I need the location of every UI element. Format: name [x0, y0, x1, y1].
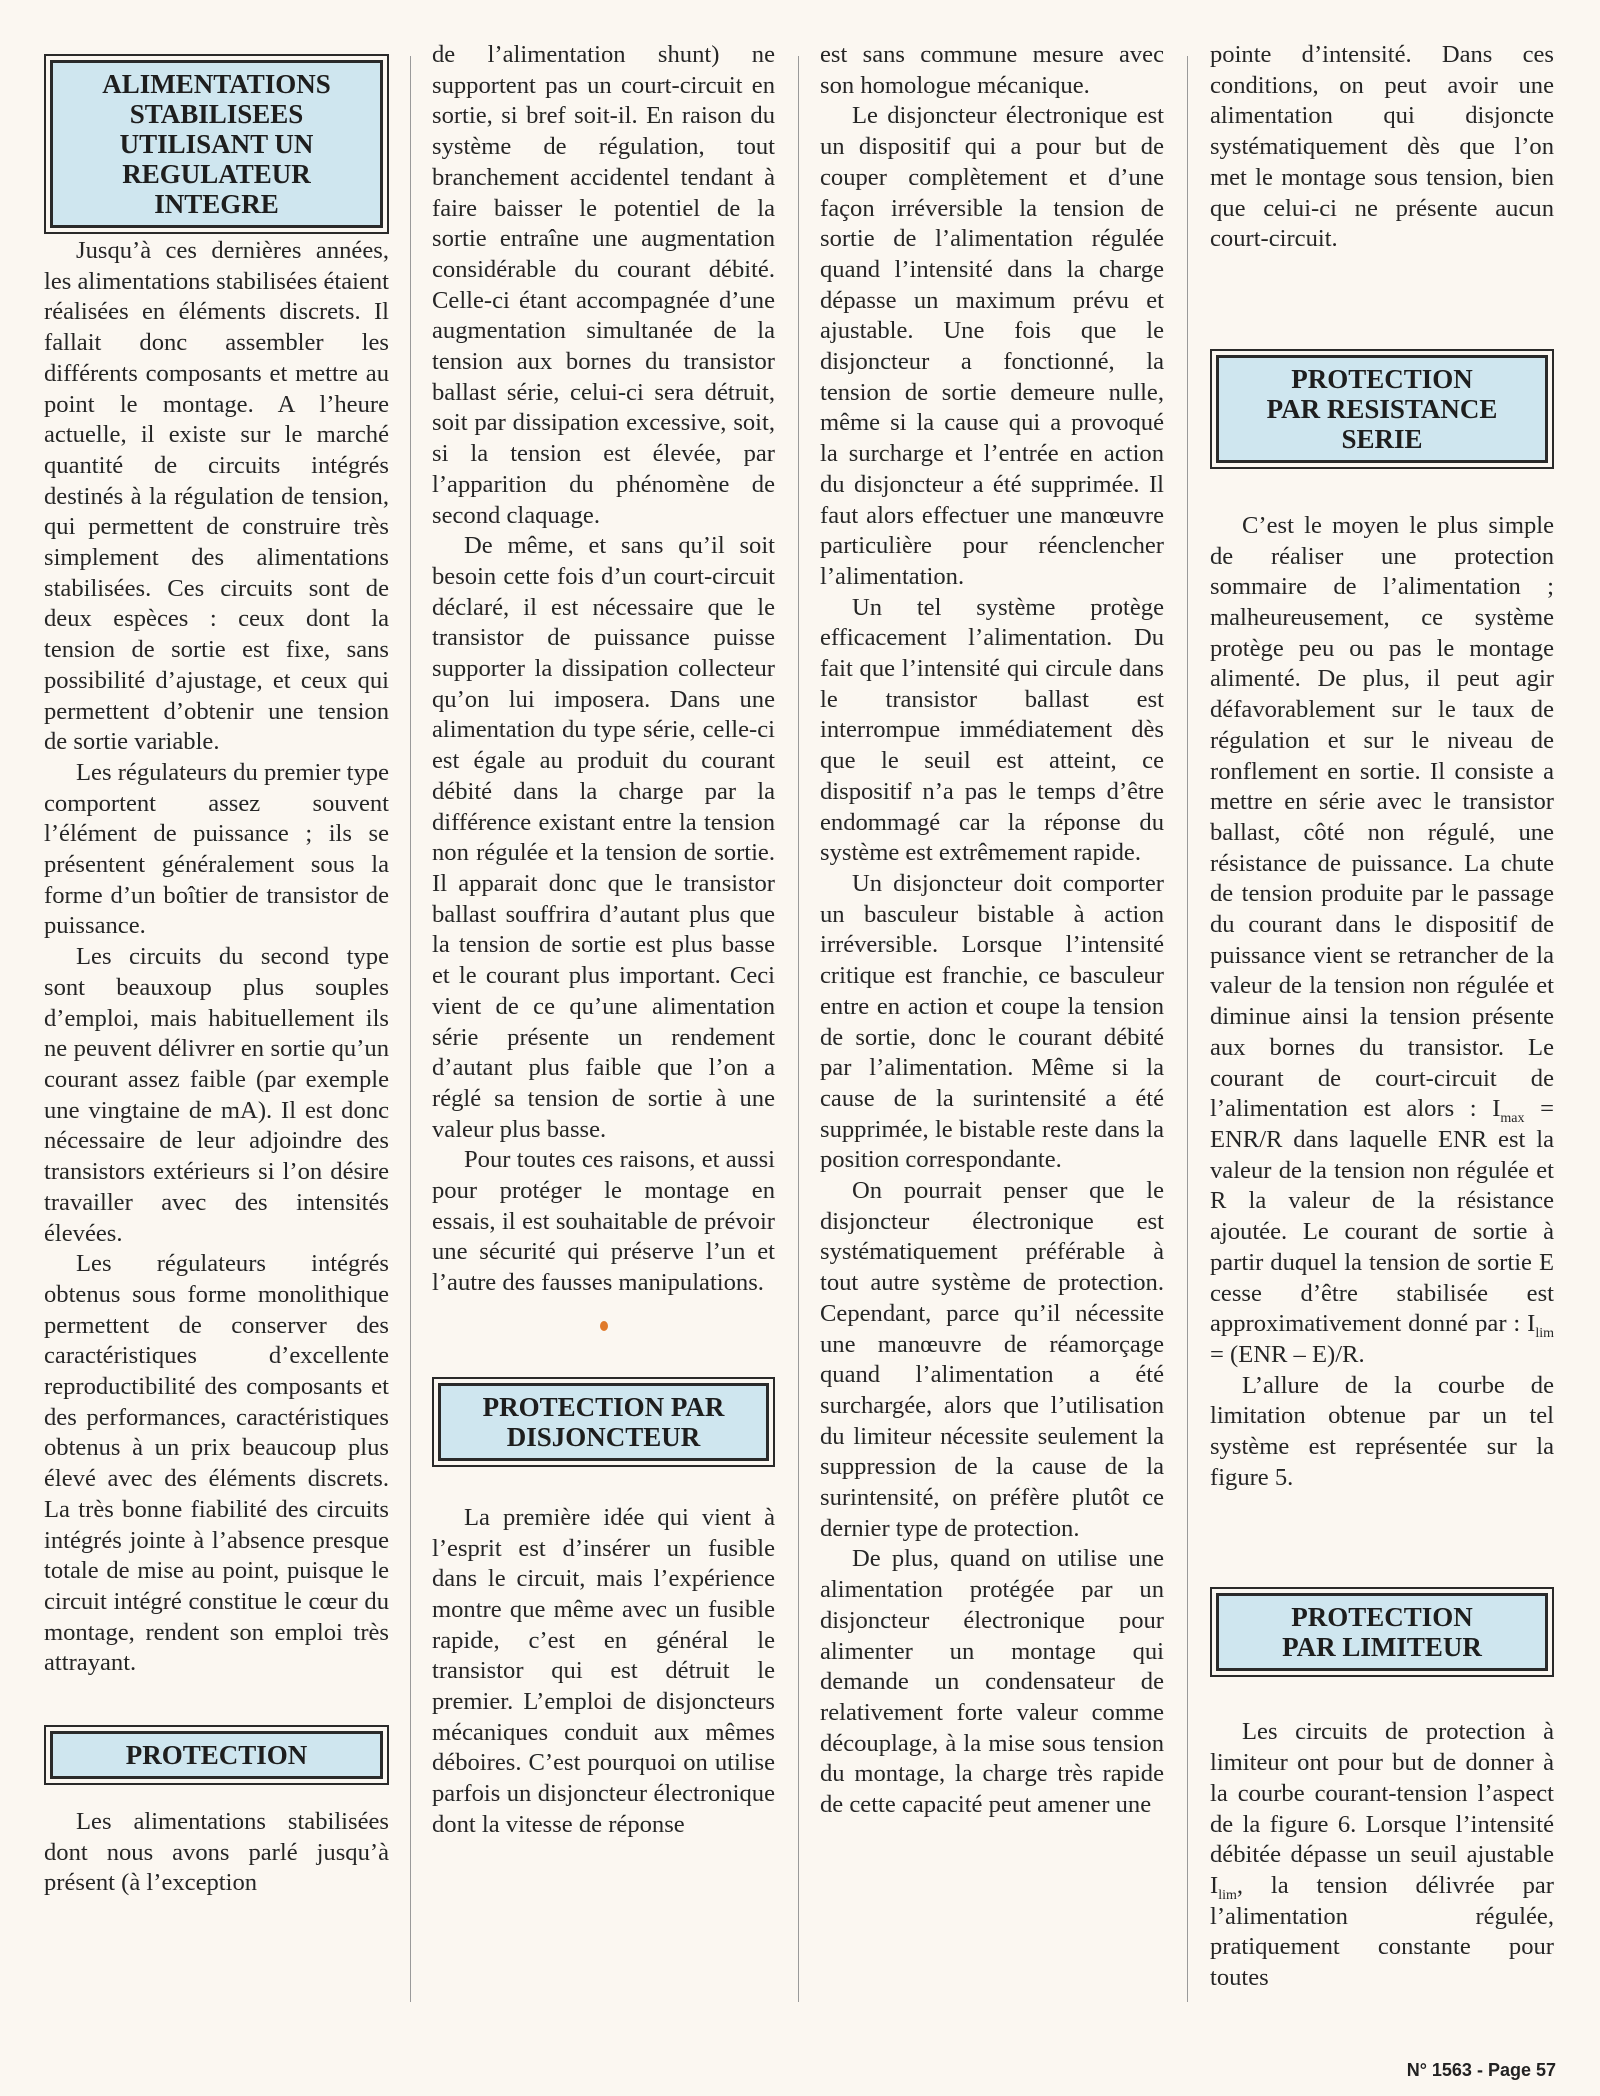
paragraph: De même, et sans qu’il soit besoin cette fois d’un court-circuit déclaré, il est nécessaire que le transistor de puissance puisse supporter la dissipation collecteur qu’on lui imposera. Dans une alimentation du type série, celle-ci est égale au produit du courant débité dans la charge par la différence existant entre la tension non régulée et la tension de sortie. Il apparait donc que le transistor ballast souffrira d’autant plus que la tension de sortie est plus basse et le courant plus important. Ceci vient de ce qu’une alimentation série présente un rendement d’autant plus faible que l’on a réglé sa tension de sortie à une valeur plus basse. — [432, 532, 775, 1143]
column-rule — [410, 56, 411, 2002]
paragraph: Un disjoncteur doit comporter un basculeur bistable à action irréversible. Lorsque l’intensité critique est franchie, ce basculeur entre en action et coupe la tension de sortie, donc le courant débité par l’alimentation. Même si la cause de la surintensité a été supprimée, le bistable reste dans la position correspondante. — [820, 869, 1164, 1174]
column-2 — [432, 40, 775, 1841]
paragraph: est sans commune mesure avec son homologue mécanique. — [820, 41, 1164, 99]
paragraph: La première idée qui vient à l’esprit est d’insérer un fusible dans le circuit, mais l’expérience montre que même avec un fusible rapide, c’est en général le transistor qui est détruit le premier. L’emploi de disjoncteurs mécaniques conduit aux mêmes déboires. C’est pourquoi on utilise parfois un disjoncteur électronique dont la vitesse de réponse — [432, 1503, 775, 1838]
paragraph: pointe d’intensité. Dans ces conditions, on peut avoir une alimentation qui disjoncte systématiquement dès que l’on met le montage sous tension, bien que celui-ci ne présente aucun court-circuit. — [1210, 41, 1554, 253]
paragraph: Jusqu’à ces dernières années, les alimentations stabilisées étaient réalisées en éléments discrets. Il fallait donc assembler les différents composants et mettre au point le montage. A l’heure actuelle, il existe sur le marché quantité de circuits intégrés destinés à la régulation de tension, qui permettent de construire très simplement des alimentations stabilisées. Ces circuits sont de deux espèces : ceux dont la tension de sortie est fixe, sans possibilité d’ajustage, et ceux qui permettent d’obtenir une tension de sortie variable. — [44, 237, 389, 756]
column-3 — [820, 40, 1164, 1821]
paragraph: Les circuits du second type sont beauxoup plus souples d’emploi, mais habituellement ils ne peuvent délivrer en sortie qu’un courant assez faible (par exemple une vingtaine de mA). Il est donc nécessaire de leur adjoindre des transistors extérieurs si l’on désire travailler avec des intensités élevées. — [44, 943, 389, 1247]
column-4 — [1210, 40, 1554, 1994]
paragraph: L’allure de la courbe de limitation obtenue par un tel système est représentée sur la figure 5. — [1210, 1371, 1554, 1491]
paragraph: De plus, quand on utilise une alimentation protégée par un disjoncteur électronique pour alimenter un montage qui demande un condensateur de relativement forte valeur comme découplage, à la mise sous tension du montage, la charge très rapide de cette capacité peut amener une — [820, 1545, 1164, 1819]
section-heading-protection-par-limiteur: PROTECTION PAR LIMITEUR — [1216, 1593, 1548, 1671]
column-1 — [44, 52, 389, 1899]
column-rule — [798, 56, 799, 2002]
section-heading-protection-par-resistance-serie: PROTECTION PAR RESISTANCE SERIE — [1216, 355, 1548, 463]
paragraph: Les alimentations stabilisées dont nous avons parlé jusqu’à présent (à l’exception — [44, 1808, 389, 1897]
paragraph: Les régulateurs du premier type comportent assez souvent l’élément de puissance ; ils se présentent généralement sous la forme d’un boîtier de transistor de puissance. — [44, 758, 389, 940]
section-heading-protection-par-disjoncteur: PROTECTION PAR DISJONCTEUR — [438, 1383, 769, 1461]
section-heading-regulateur-integre: ALIMENTATIONS STABILISEES UTILISANT UN REGULATEUR INTEGRE — [50, 60, 383, 228]
paragraph: de l’alimentation shunt) ne supportent pas un court-circuit en sortie, si bref soit-il. En raison du système de régulation, tout branchement accidentel tendant à faire baisser le potentiel de la sortie entraîne une augmentation considérable du courant débité. Celle-ci étant accompagnée d’une augmentation simultanée de la tension aux bornes du transistor ballast série, celui-ci sera détruit, soit par dissipation excessive, soit, si la tension est élevée, par l’apparition du phénomène de second claquage. — [432, 41, 775, 529]
column-rule — [1187, 56, 1188, 2002]
paragraph: Les circuits de protection à limiteur ont pour but de donner à la courbe courant-tension l’aspect de la figure 6. Lorsque l’intensité débitée dépasse un seuil ajustable $I_{lim}$, la tension délivrée par l’alimentation régulée, pratiquement constante pour toutes — [1210, 1718, 1554, 1992]
section-heading-protection: PROTECTION — [50, 1731, 383, 1779]
ornament-dot — [600, 1321, 608, 1331]
paragraph: On pourrait penser que le disjoncteur électronique est systématiquement préférable à tout autre système de protection. Cependant, parce qu’il nécessite une manœuvre de réamorçage quand l’alimentation a été surchargée, alors que l’utilisation du limiteur nécessite seulement la suppression de la cause de la surintensité, on préfère plutôt ce dernier type de protection. — [820, 1177, 1164, 1542]
page-footer: N° 1563 - Page 57 — [1406, 2060, 1556, 2080]
paragraph: Un tel système protège efficacement l’alimentation. Du fait que l’intensité qui circule dans le transistor ballast est interrompue immédiatement dès que le seuil est atteint, ce dispositif n’a pas le temps d’être endommagé car la réponse du système est extrêmement rapide. — [820, 593, 1164, 867]
paragraph: Pour toutes ces raisons, et aussi pour protéger le montage en essais, il est souhaitable de prévoir une sécurité qui préserve l’un et l’autre des fausses manipulations. — [432, 1146, 775, 1297]
paragraph: Le disjoncteur électronique est un dispositif qui a pour but de couper complètement et d’une façon irréversible la tension de sortie de l’alimentation régulée quand l’intensité dans la charge dépasse un maximum prévu et ajustable. Une fois que le disjoncteur a fonctionné, la tension de sortie demeure nulle, même si la cause qui a provoqué la surcharge et l’entrée en action du disjoncteur a été supprimée. Il faut alors effectuer une manœuvre particulière pour réenclencher l’alimentation. — [820, 102, 1164, 590]
paragraph: Les régulateurs intégrés obtenus sous forme monolithique permettent de conserver des caractéristiques d’excellente reproductibilité des composants et des performances, caractéristiques obtenus à un prix beaucoup plus élevé avec des éléments discrets. La très bonne fiabilité des circuits intégrés jointe à l’absence presque totale de mise au point, puisque le circuit intégré constitue le cœur du montage, rendent son emploi très attrayant. — [44, 1250, 389, 1677]
paragraph: C’est le moyen le plus simple de réaliser une protection sommaire de l’alimentation ; malheureusement, ce système protège peu ou pas le montage alimenté. De plus, il peut agir défavorablement sur le taux de régulation et sur le niveau de ronflement en sortie. Il consiste a mettre en série avec le transistor ballast, côté non régulé, une résistance de puissance. La chute de tension produite par le passage du courant dans le dispositif de puissance vient se retrancher de la valeur de la tension non régulée et diminue ainsi la tension présente aux bornes du transistor. Le courant de court-circuit de l’alimentation est alors : $I_{max} = ENR/R$ dans laquelle ENR est la valeur de la tension non régulée et R la valeur de la résistance ajoutée. Le courant de sortie à partir duquel la tension de sortie E cesse d’être stabilisée est approximativement donné par : $I_{lim} = (ENR - E)/R$. — [1210, 511, 1554, 1368]
